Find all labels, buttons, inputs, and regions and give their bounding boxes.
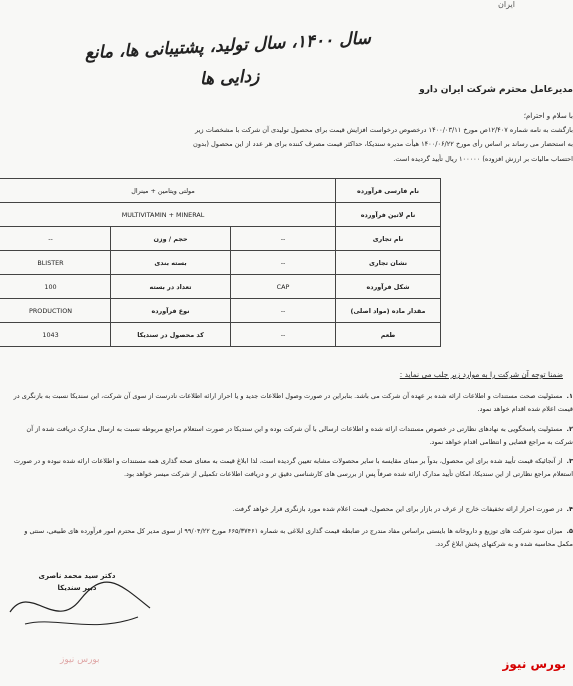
right-value: -- (231, 323, 336, 347)
note-number: ۵. (566, 527, 573, 535)
note-text: مسئولیت صحت مستندات و اطلاعات ارائه شده بر عهده آن شرکت می باشد. بنابراین در صورت وصول اطلاعات جدید و یا احراز ارائه اطلاعات نادرست از سوی آن شرکت، این سندیکا نسبت به بازنگری در قیمت اعلام شده اقدام خواهد نمود. (13, 392, 573, 413)
note-text: میزان سود شرکت های توزیع و داروخانه ها بایستی براساس مفاد مندرج در ضابطه قیمت گذاری ابلاغی به شماره ۶۶۵/۳۷۴۶۱ مورخ ۹۹/۰۴/۲۲ از سوی مدیر کل محترم امور فرآورده های طبیعی، سنتی و مکمل محاسبه شده و به شرکتهای پخش ابلاغ گردد. (24, 527, 573, 548)
note-text: مسئولیت پاسخگویی به نهادهای نظارتی در خصوص مستندات ارائه شده و اطلاعات ارسالی با آن شرکت بوده و این سندیکا در صورت استعلام مراجع مربوطه نسبت به ارسال مدارک دریافت شده از آن شرکت به مراجع قضایی و انتظامی اقدام خواهد نمود. (26, 425, 573, 446)
slogan-heading: سال ۱۴۰۰، سال تولید، پشتیبانی ها، مانع زدایی ها (84, 28, 372, 90)
note-number: ۳. (566, 457, 573, 465)
stamp-logo-text: بورس نیوز (60, 655, 100, 665)
note-item (13, 390, 573, 416)
left-label: تعداد در بسته (111, 275, 231, 299)
table-row (0, 275, 441, 299)
signature-block (2, 568, 152, 592)
note-number: ۱. (566, 392, 573, 400)
note-item (13, 423, 573, 449)
left-value: -- (0, 227, 111, 251)
signer-name: دکتر سید محمد ناصری (38, 572, 116, 580)
left-value: PRODUCTION (0, 299, 111, 323)
left-label: کد محصول در سندیکا (111, 323, 231, 347)
table-row (0, 323, 441, 347)
table-row (0, 299, 441, 323)
note-number: ۴. (566, 505, 573, 513)
note-text: از آنجائیکه قیمت تأیید شده برای این محصول، بدواً بر مبنای مقایسه با سایر محصولات مشابه تعیین گردیده است، لذا ابلاغ قیمت به معنای صحه گذاری همه مستندات و اطلاعات ارائه شده نبوده و در صورت استعلام مراجع نظارتی از این سندیکا، امکان تأیید مدارک ارائه شده صرفاً پس از بررسی های کارشناسی دقیق تر و دریافت اطلاعات تکمیلی از شرکت میسر خواهد بود. (13, 457, 573, 478)
right-label: نام تجاری (336, 227, 441, 251)
left-value: BLISTER (0, 251, 111, 275)
addressee: مدیرعامل محترم شرکت ایران دارو (419, 85, 573, 95)
latin-name-value: MULTIVITAMIN + MINERAL (0, 203, 336, 227)
table-row (0, 203, 441, 227)
source-badge: بورس نیوز (502, 657, 566, 671)
persian-name-value: مولتی ویتامین + مینرال (0, 179, 336, 203)
right-label: شکل فرآورده (336, 275, 441, 299)
persian-name-label: نام فارسی فرآورده (336, 179, 441, 203)
note-item (13, 525, 573, 551)
greeting: با سلام و احترام؛ (523, 112, 573, 120)
right-value: -- (231, 299, 336, 323)
note-text: در صورت احراز ارائه تخفیفات خارج از عرف در بازار برای این محصول، قیمت اعلام شده مورد بازنگری قرار خواهد گرفت. (232, 505, 563, 513)
left-label: حجم / وزن (111, 227, 231, 251)
right-value: CAP (231, 275, 336, 299)
table-row (0, 251, 441, 275)
body-line: احتساب مالیات بر ارزش افزوده) ۱۰۰۰۰۰ ریال تأیید گردیده است. (393, 155, 573, 163)
top-fragment: ایران (498, 0, 515, 9)
body-line: به استحضار می رساند بر اساس رأی مورخ ۱۴۰۰/۰۶/۲۲ هیأت مدیره سندیکا، حداکثر قیمت مصرف کننده برای هر عدد از این محصول (بدون (193, 140, 573, 148)
notes-intro: ضمنا توجه آن شرکت را به موارد زیر جلب می نماید : (399, 370, 563, 379)
right-label: مقدار ماده (مواد اصلی) (336, 299, 441, 323)
note-item (13, 455, 573, 481)
right-value: -- (231, 251, 336, 275)
product-spec-table (0, 178, 441, 347)
right-label: طعم (336, 323, 441, 347)
left-label: بسته بندی (111, 251, 231, 275)
right-label: نشان تجاری (336, 251, 441, 275)
latin-name-label: نام لاتین فرآورده (336, 203, 441, 227)
signer-title: دبیر سندیکا (57, 584, 97, 592)
note-number: ۲. (566, 425, 573, 433)
left-value: 1043 (0, 323, 111, 347)
note-item (13, 503, 573, 516)
stamp-logo-icon (6, 648, 100, 668)
body-line: بازگشت به نامه شماره ۱۲/۴۰۷ص مورخ ۱۴۰۰/۰۳/۱۱ درخصوص درخواست افزایش قیمت برای محصول تولیدی آن شرکت با مشخصات زیر (194, 126, 573, 134)
left-value: 100 (0, 275, 111, 299)
right-value: -- (231, 227, 336, 251)
table-row (0, 227, 441, 251)
left-label: نوع فرآورده (111, 299, 231, 323)
table-row (0, 179, 441, 203)
